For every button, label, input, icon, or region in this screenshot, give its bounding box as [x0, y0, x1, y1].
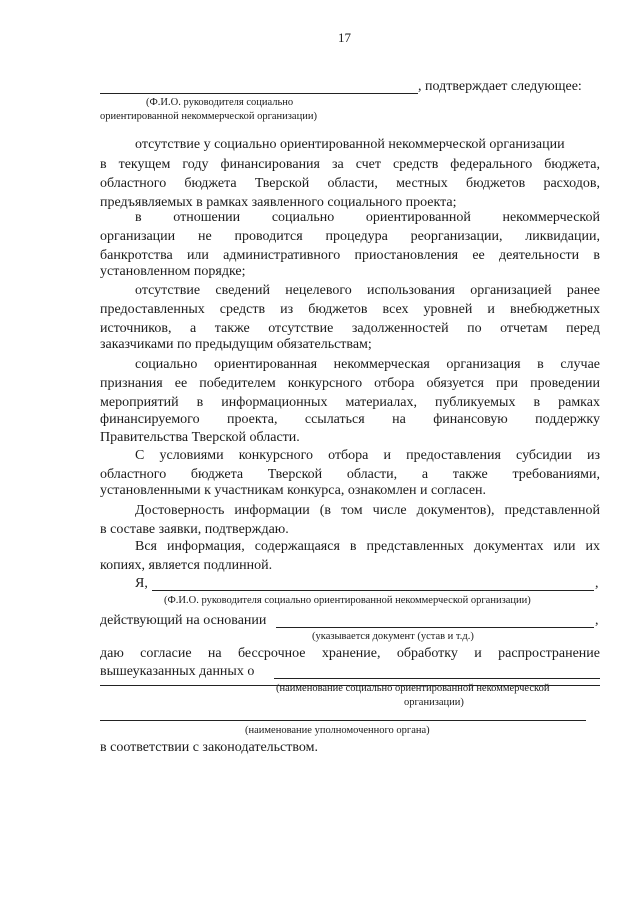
p5-line-1: С условиями конкурсного отбора и предоставления субсидии из: [135, 448, 600, 463]
org-name-caption-2: организации): [404, 697, 464, 708]
consent-comma-2: ,: [595, 613, 599, 628]
p5-line-3: установленными к участникам конкурса, ознакомлен и согласен.: [100, 483, 487, 498]
consent-line-2: вышеуказанных данных о: [100, 664, 255, 679]
fio-blank-line: [100, 93, 418, 94]
p1-line-4: предъявляемых в рамках заявленного социального проекта;: [100, 195, 457, 210]
authority-blank: [100, 720, 586, 721]
p2-line-2: организации не проводится процедура реорганизации, ликвидации,: [100, 229, 600, 244]
authority-caption: (наименование уполномоченного органа): [245, 725, 430, 736]
basis-document-blank: [276, 627, 594, 628]
p3-line-4: заказчиками по предыдущим обязательствам;: [100, 337, 372, 352]
p6-line-1: Достоверность информации (в том числе документов), представленной: [135, 503, 600, 518]
org-name-blank: [274, 678, 600, 679]
p1-line-2: в текущем году финансирования за счет средств федерального бюджета,: [100, 157, 600, 172]
p5-line-2: областного бюджета Тверской области, а также требованиями,: [100, 467, 600, 482]
p1-line-3: областного бюджета Тверской области, местных бюджетов расходов,: [100, 176, 600, 191]
p3-line-3: источников, а также отсутствие задолженностей по отчетам перед: [100, 321, 600, 336]
confirms-text: , подтверждает следующее:: [418, 79, 582, 94]
p6-line-2: в составе заявки, подтверждаю.: [100, 522, 289, 537]
p3-line-2: предоставленных средств из бюджетов всех уровней и внебюджетных: [100, 302, 600, 317]
p7-line-2: копиях, является подлинной.: [100, 558, 273, 573]
p4-line-1: социально ориентированная некоммерческая организация в случае: [135, 357, 600, 372]
org-name-caption-1: (наименование социально ориентированной некоммерческой: [276, 683, 550, 694]
p7-line-1: Вся информация, содержащаяся в представленных документах или их: [135, 539, 600, 554]
p1-line-1: отсутствие у социально ориентированной некоммерческой организации: [135, 137, 565, 152]
org-name-blank-2: [100, 685, 600, 686]
consent-comma-1: ,: [595, 576, 599, 591]
final-line: в соответствии с законодательством.: [100, 740, 318, 755]
consent-line-1: даю согласие на бессрочное хранение, обработку и распространение: [100, 646, 600, 661]
p4-line-3: мероприятий в информационных материалах, публикуемых в рамках: [100, 395, 600, 410]
fio-caption-line1: (Ф.И.О. руководителя социально: [146, 97, 294, 108]
consent-fio-blank: [152, 590, 594, 591]
fio-caption-line2: ориентированной некоммерческой организации): [100, 111, 317, 122]
p2-line-1: в отношении социально ориентированной некоммерческой: [135, 210, 600, 225]
page-number: 17: [338, 30, 351, 45]
p2-line-4: установленном порядке;: [100, 264, 246, 279]
p4-line-4: финансируемого проекта, ссылаться на финансовую поддержку: [100, 412, 600, 427]
acting-basis-text: действующий на основании: [100, 613, 267, 628]
consent-fio-caption: (Ф.И.О. руководителя социально ориентированной некоммерческой организации): [164, 595, 531, 606]
p3-line-1: отсутствие сведений нецелевого использования организацией ранее: [135, 283, 600, 298]
basis-document-caption: (указывается документ (устав и т.д.): [312, 631, 474, 642]
p2-line-3: банкротства или административного приостановления ее деятельности в: [100, 248, 600, 263]
p4-line-2: признания ее победителем конкурсного отбора обязуется при проведении: [100, 376, 600, 391]
consent-ya: Я,: [135, 576, 148, 591]
p4-line-5: Правительства Тверской области.: [100, 430, 300, 445]
